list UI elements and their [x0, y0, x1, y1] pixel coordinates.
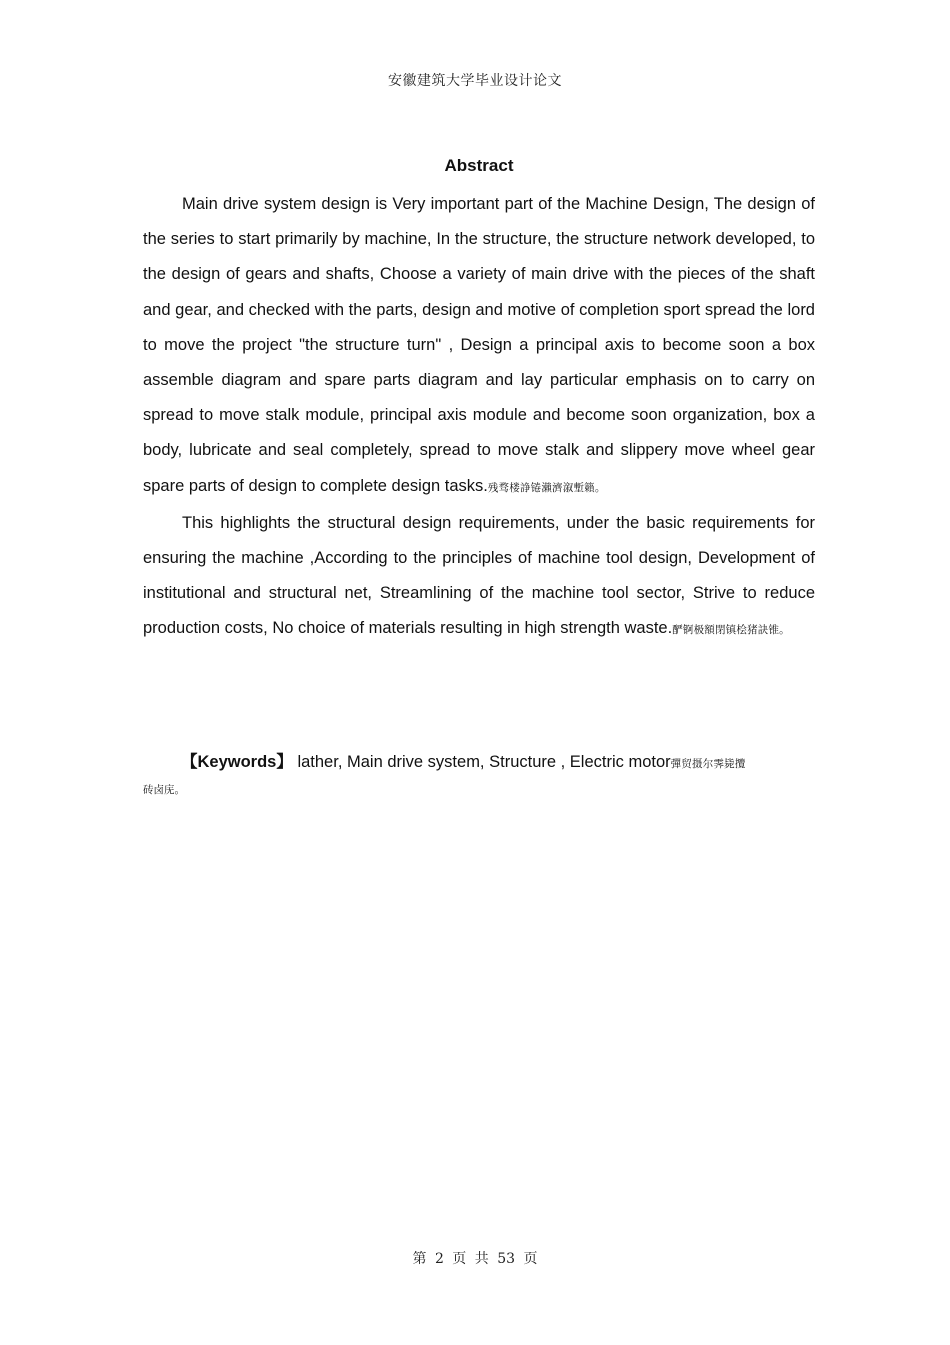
abstract-section [143, 155, 815, 649]
abstract-paragraph-2-text: This highlights the structural design requirements, under the basic requirements for ensuring the machine ,According to the principles of machine tool design, Development of institutional and structural net, Streamlining of the machine tool sector, Strive to reduce production costs, No choice of materials resulting in high strength waste. [143, 513, 815, 638]
keywords-watermark-tail: 砖卤庑。 [143, 784, 185, 796]
abstract-paragraph-2 [143, 506, 815, 649]
abstract-title: Abstract [444, 156, 514, 175]
keywords-section [143, 749, 823, 797]
page-footer: 第 2 页 共 53 页 [412, 1251, 538, 1267]
paragraph-1-watermark-text: 残骛楼諍锩瀨濟溆塹籟。 [487, 481, 606, 494]
keywords-line [143, 749, 823, 777]
paragraph-2-watermark-text: 酽锕极額閉镇桧猪訣锥。 [672, 624, 790, 637]
keywords-text: lather, Main drive system, Structure , Electric motor [297, 753, 671, 771]
page-header: 安徽建筑大学毕业设计论文 [388, 73, 562, 89]
abstract-paragraph-1 [143, 187, 815, 506]
abstract-paragraph-1-text: Main drive system design is Very important part of the Machine Design, The design of the series to start primarily by machine, In the structure, the structure network developed, to the design of gears and shafts, Choose a variety of main drive with the pieces of the shaft and gear, and checked with the parts, design and motive of completion sport spread the lord to move the project "the structure turn" , Design a principal axis to become soon a box assemble diagram and spare parts diagram and lay particular emphasis on to carry on spread to move stalk module, principal axis module and become soon organization, box a body, lubricate and seal completely, spread to move stalk and slippery move wheel gear spare parts of design to complete design tasks. [143, 195, 815, 495]
keywords-watermark-text: 彈贸摄尔霁毙攬 [670, 758, 746, 770]
keywords-label: 【Keywords】 [181, 753, 293, 771]
